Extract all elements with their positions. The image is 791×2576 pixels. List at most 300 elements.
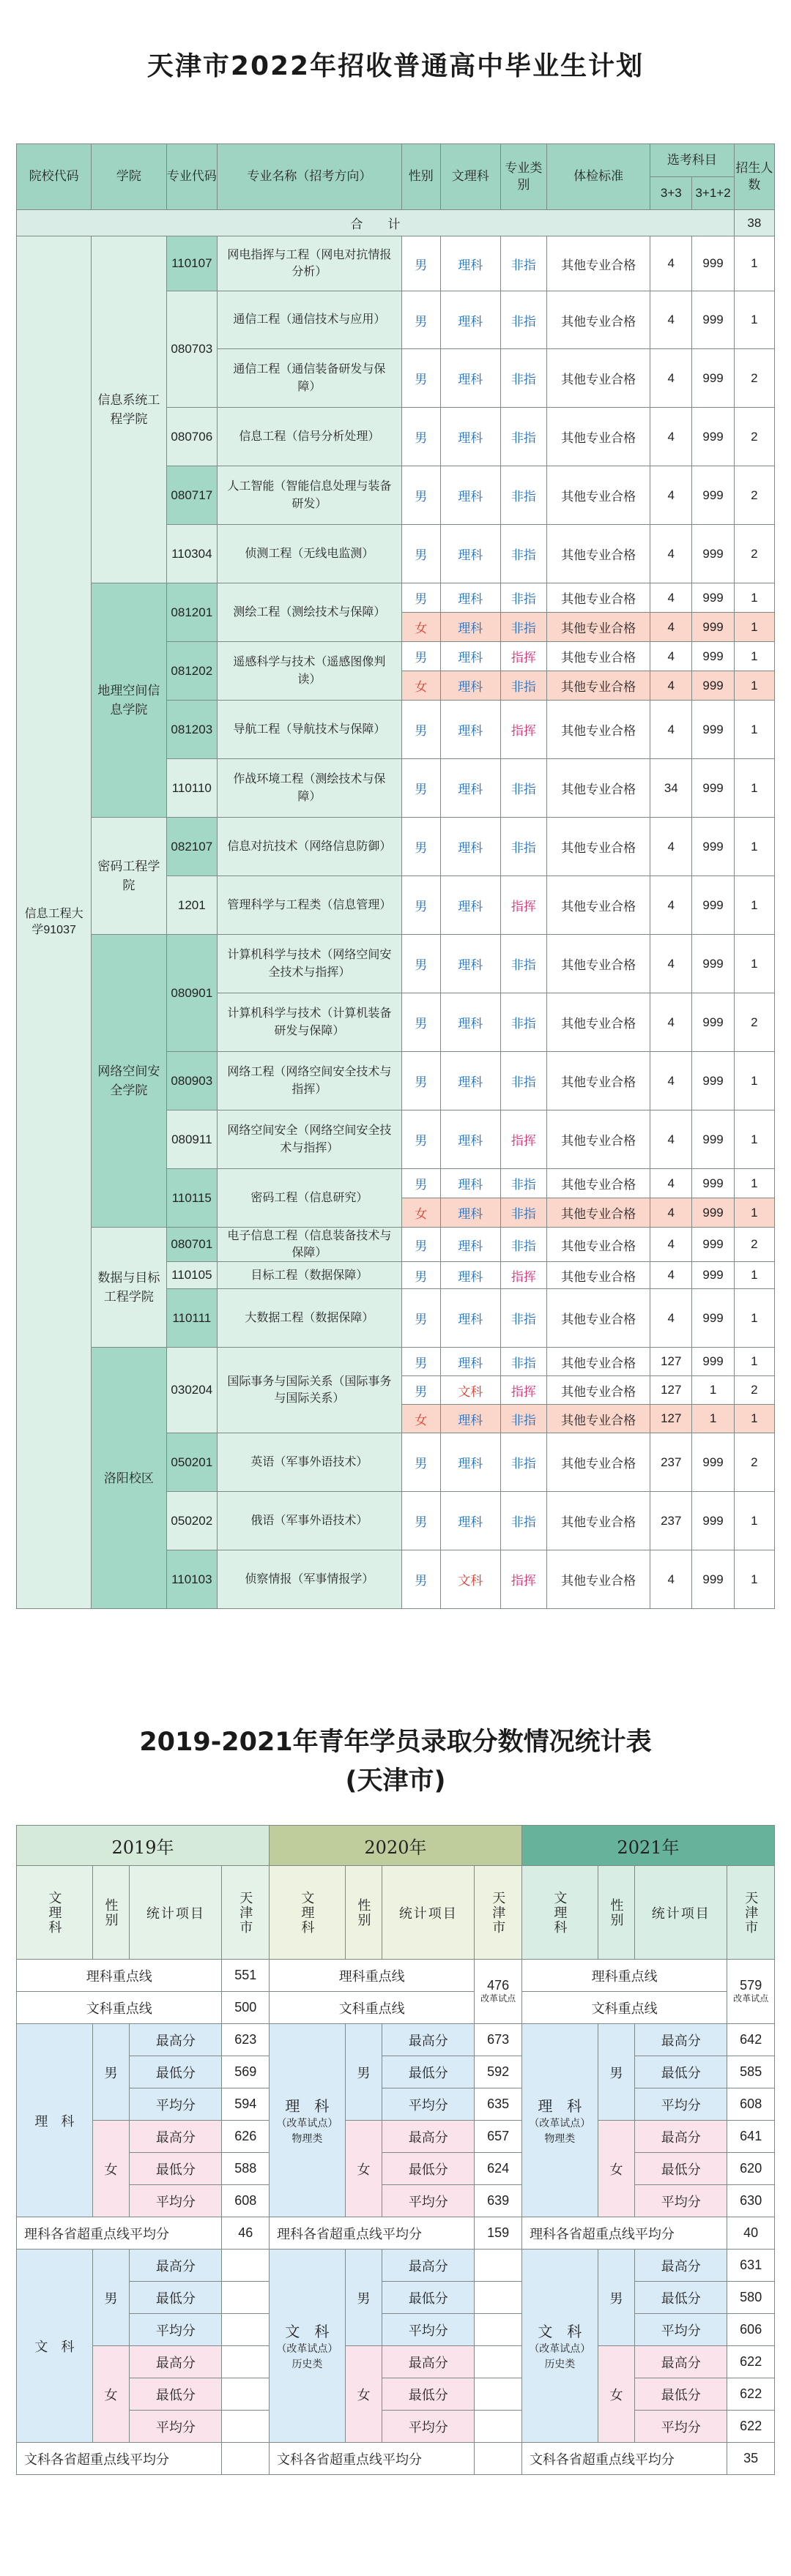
track-cell: 理科: [440, 1198, 500, 1228]
gender-cell: 男: [401, 993, 440, 1052]
physical-cell: 其他专业合格: [547, 1262, 650, 1289]
score-value: 641: [727, 2121, 775, 2153]
category-cell: 非指: [500, 1433, 546, 1492]
over-key-avg-label: 理科各省超重点线平均分: [521, 2217, 727, 2250]
subject-3-3-cell: 4: [650, 525, 692, 583]
major-name-cell: 国际事务与国际关系（国际事务与国际关系）: [218, 1348, 402, 1433]
physical-cell: 其他专业合格: [547, 1492, 650, 1550]
item-cell: 平均分: [635, 2185, 727, 2217]
quota-cell: 1: [734, 876, 774, 935]
major-code-cell: 030204: [166, 1348, 218, 1433]
item-cell: 最高分: [635, 2121, 727, 2153]
college-cell: 密码工程学院: [92, 818, 166, 935]
score-row: [17, 2024, 775, 2056]
track-cell: 理科: [440, 1405, 500, 1433]
score-table-title: 2019-2021年青年学员录取分数情况统计表: [139, 1728, 652, 1757]
header-gender: 性别: [401, 144, 440, 210]
gender-cell: 女: [92, 2121, 129, 2217]
subject-3-3-cell: 4: [650, 1110, 692, 1169]
score-value: 673: [475, 2024, 522, 2056]
category-cell: 非指: [500, 236, 546, 291]
gender-cell: 男: [401, 1169, 440, 1198]
gender-cell: 女: [598, 2346, 634, 2443]
header-quota: 招生人数: [734, 144, 774, 210]
score-value: 630: [727, 2185, 775, 2217]
major-name-cell: 网电指挥与工程（网电对抗情报分析）: [218, 236, 402, 291]
physical-cell: 其他专业合格: [547, 583, 650, 613]
item-cell: 平均分: [130, 2185, 222, 2217]
track-cell-2020: [269, 2024, 345, 2217]
score-value: 624: [475, 2153, 522, 2185]
category-cell: 指挥: [500, 1262, 546, 1289]
subject-3-3-cell: 4: [650, 1289, 692, 1348]
subject-3-3-cell: 4: [650, 642, 692, 671]
page-title: 天津市2022年招收普通高中毕业生计划: [146, 51, 645, 81]
score-value: 642: [727, 2024, 775, 2056]
item-cell: 最低分: [382, 2153, 475, 2185]
item-cell: 最高分: [382, 2250, 475, 2282]
header-sub-3-3: 3+3: [650, 177, 692, 210]
gender-cell: 女: [401, 1405, 440, 1433]
physical-cell: 其他专业合格: [547, 759, 650, 818]
score-value: [222, 2411, 270, 2443]
score-row: [17, 2153, 775, 2185]
subject-3-1-2-cell: 999: [692, 1492, 734, 1550]
track-cell: 理科: [440, 1228, 500, 1262]
major-code-cell: 050201: [166, 1433, 218, 1492]
track-cell: 理科: [440, 466, 500, 525]
major-code-cell: 050202: [166, 1492, 218, 1550]
track-cell-2019: 理 科: [17, 2024, 93, 2217]
arts-key-label-2021: 文科重点线: [521, 1992, 727, 2024]
quota-cell: 1: [734, 291, 774, 349]
major-name-cell: 人工智能（智能信息处理与装备研发）: [218, 466, 402, 525]
category-cell: 指挥: [500, 1550, 546, 1609]
item-cell: 最高分: [130, 2250, 222, 2282]
subject-3-1-2-cell: 999: [692, 236, 734, 291]
gender-cell: 男: [401, 236, 440, 291]
score-header-track: 文理科: [521, 1866, 598, 1960]
subject-3-3-cell: 4: [650, 236, 692, 291]
total-label: 合 计: [17, 210, 735, 236]
subject-3-3-cell: 4: [650, 291, 692, 349]
subject-3-1-2-cell: 999: [692, 642, 734, 671]
major-name-cell: 大数据工程（数据保障）: [218, 1289, 402, 1348]
item-cell: 最高分: [130, 2346, 222, 2378]
gender-cell: 男: [401, 701, 440, 759]
sci-key-label-2020: 理科重点线: [269, 1960, 474, 1992]
major-name-cell: 通信工程（通信装备研发与保障）: [218, 349, 402, 408]
over-key-avg-label: 文科各省超重点线平均分: [521, 2443, 727, 2475]
major-code-cell: 080901: [166, 935, 218, 1052]
item-cell: 平均分: [635, 2088, 727, 2121]
major-code-cell: 080703: [166, 291, 218, 408]
subject-3-3-cell: 237: [650, 1433, 692, 1492]
physical-cell: 其他专业合格: [547, 671, 650, 701]
subject-3-1-2-cell: 999: [692, 759, 734, 818]
major-code-cell: 081202: [166, 642, 218, 701]
over-key-avg-value: [475, 2443, 522, 2475]
physical-cell: 其他专业合格: [547, 1198, 650, 1228]
physical-cell: 其他专业合格: [547, 1433, 650, 1492]
year-2020-header: 2020年: [269, 1826, 521, 1866]
score-value: [475, 2250, 522, 2282]
item-cell: 最高分: [382, 2121, 475, 2153]
track-cell: 理科: [440, 613, 500, 642]
over-key-avg-value: 40: [727, 2217, 775, 2250]
gender-cell: 男: [401, 1376, 440, 1405]
physical-cell: 其他专业合格: [547, 876, 650, 935]
plan-row: [17, 1348, 775, 1376]
quota-cell: 1: [734, 671, 774, 701]
physical-cell: 其他专业合格: [547, 701, 650, 759]
subject-3-1-2-cell: 999: [692, 1262, 734, 1289]
over-key-avg-value: 35: [727, 2443, 775, 2475]
score-value: 623: [222, 2024, 270, 2056]
subject-3-3-cell: 4: [650, 1052, 692, 1110]
item-cell: 最低分: [635, 2282, 727, 2314]
score-value: 608: [222, 2185, 270, 2217]
track-cell-2020: [269, 2250, 345, 2443]
major-name-cell: 英语（军事外语技术）: [218, 1433, 402, 1492]
subject-3-1-2-cell: 999: [692, 1550, 734, 1609]
over-key-avg-label: 文科各省超重点线平均分: [269, 2443, 474, 2475]
subject-3-3-cell: 127: [650, 1405, 692, 1433]
subject-3-3-cell: 127: [650, 1376, 692, 1405]
major-code-cell: 080911: [166, 1110, 218, 1169]
subject-3-3-cell: 34: [650, 759, 692, 818]
item-cell: 平均分: [130, 2314, 222, 2346]
header-category: 专业类别: [500, 144, 546, 210]
subject-3-1-2-cell: 999: [692, 1433, 734, 1492]
score-row: [17, 2056, 775, 2088]
track-cell-2021: [521, 2250, 598, 2443]
major-name-cell: 侦察情报（军事情报学）: [218, 1550, 402, 1609]
physical-cell: 其他专业合格: [547, 291, 650, 349]
track-cell: 理科: [440, 701, 500, 759]
track-cell: 理科: [440, 1289, 500, 1348]
track-cell: 理科: [440, 759, 500, 818]
score-row: [17, 2346, 775, 2378]
major-name-cell: 通信工程（通信技术与应用）: [218, 291, 402, 349]
over-key-avg-label: 理科各省超重点线平均分: [17, 2217, 222, 2250]
score-row: [17, 2378, 775, 2411]
plan-row: [17, 583, 775, 613]
physical-cell: 其他专业合格: [547, 993, 650, 1052]
score-header-track: 文理科: [269, 1866, 345, 1960]
category-cell: 非指: [500, 525, 546, 583]
item-cell: 平均分: [635, 2411, 727, 2443]
category-cell: 指挥: [500, 876, 546, 935]
score-header-gender: 性别: [345, 1866, 382, 1960]
category-cell: 非指: [500, 993, 546, 1052]
track-cell: 理科: [440, 1492, 500, 1550]
sci-key-label-2019: 理科重点线: [17, 1960, 222, 1992]
score-value: [222, 2250, 270, 2282]
quota-cell: 1: [734, 1198, 774, 1228]
gender-cell: 男: [401, 1262, 440, 1289]
gender-cell: 男: [345, 2024, 382, 2121]
physical-cell: 其他专业合格: [547, 1550, 650, 1609]
subject-3-3-cell: 4: [650, 1262, 692, 1289]
major-name-cell: 网络空间安全（网络空间安全技术与指挥）: [218, 1110, 402, 1169]
score-value: 622: [727, 2411, 775, 2443]
physical-cell: 其他专业合格: [547, 1376, 650, 1405]
subject-3-3-cell: 4: [650, 583, 692, 613]
item-cell: 最高分: [635, 2250, 727, 2282]
score-value: 635: [475, 2088, 522, 2121]
major-code-cell: 110304: [166, 525, 218, 583]
major-name-cell: 电子信息工程（信息装备技术与保障）: [218, 1228, 402, 1262]
sci-key-label-2021: 理科重点线: [521, 1960, 727, 1992]
score-header-city: 天津市: [222, 1866, 270, 1960]
subject-3-3-cell: 4: [650, 671, 692, 701]
quota-cell: 2: [734, 349, 774, 408]
track-cell: 理科: [440, 525, 500, 583]
enrollment-plan-table: [16, 143, 775, 1609]
header-subjects: 选考科目: [650, 144, 735, 177]
major-name-cell: 俄语（军事外语技术）: [218, 1492, 402, 1550]
quota-cell: 1: [734, 818, 774, 876]
item-cell: 最低分: [382, 2056, 475, 2088]
track-cell: 理科: [440, 291, 500, 349]
physical-cell: 其他专业合格: [547, 408, 650, 466]
major-name-cell: 信息工程（信号分析处理）: [218, 408, 402, 466]
major-code-cell: 110111: [166, 1289, 218, 1348]
item-cell: 最低分: [130, 2056, 222, 2088]
subject-3-1-2-cell: 1: [692, 1405, 734, 1433]
track-reform-label: 文 科: [538, 2324, 582, 2340]
header-physical: 体检标准: [547, 144, 650, 210]
category-cell: 非指: [500, 1228, 546, 1262]
gender-cell: 女: [401, 1198, 440, 1228]
major-code-cell: 080701: [166, 1228, 218, 1262]
score-row: [17, 2314, 775, 2346]
major-code-cell: 080717: [166, 466, 218, 525]
item-cell: 最低分: [635, 2378, 727, 2411]
track-cell: 理科: [440, 818, 500, 876]
score-header-gender: 性别: [92, 1866, 129, 1960]
score-value: 585: [727, 2056, 775, 2088]
subject-3-1-2-cell: 999: [692, 701, 734, 759]
score-value: 569: [222, 2056, 270, 2088]
major-code-cell: 080706: [166, 408, 218, 466]
score-value: 620: [727, 2153, 775, 2185]
quota-cell: 1: [734, 1289, 774, 1348]
score-value: 592: [475, 2056, 522, 2088]
quota-cell: 2: [734, 466, 774, 525]
subject-3-3-cell: 4: [650, 1550, 692, 1609]
score-header-gender: 性别: [598, 1866, 634, 1960]
college-cell: 数据与目标工程学院: [92, 1228, 166, 1348]
physical-cell: 其他专业合格: [547, 525, 650, 583]
major-name-cell: 计算机科学与技术（网络空间安全技术与指挥）: [218, 935, 402, 993]
quota-cell: 2: [734, 993, 774, 1052]
track-cell: 理科: [440, 671, 500, 701]
subject-3-1-2-cell: 999: [692, 1348, 734, 1376]
key-value-2021: [727, 1960, 775, 2024]
quota-cell: 1: [734, 1348, 774, 1376]
over-key-avg-value: [222, 2443, 270, 2475]
score-row: [17, 1992, 775, 2024]
gender-cell: 男: [92, 2024, 129, 2121]
subject-3-1-2-cell: 999: [692, 993, 734, 1052]
arts-key-label-2020: 文科重点线: [269, 1992, 474, 2024]
major-code-cell: 082107: [166, 818, 218, 876]
category-cell: 非指: [500, 1198, 546, 1228]
gender-cell: 男: [401, 466, 440, 525]
gender-cell: 女: [92, 2346, 129, 2443]
major-name-cell: 导航工程（导航技术与保障）: [218, 701, 402, 759]
score-value: 606: [727, 2314, 775, 2346]
total-value: 38: [734, 210, 774, 236]
score-value: [475, 2378, 522, 2411]
quota-cell: 1: [734, 1550, 774, 1609]
subject-3-3-cell: 4: [650, 466, 692, 525]
quota-cell: 2: [734, 525, 774, 583]
score-value: [222, 2346, 270, 2378]
major-name-cell: 密码工程（信息研究）: [218, 1169, 402, 1228]
header-sub-3-1-2: 3+1+2: [692, 177, 734, 210]
score-value: 657: [475, 2121, 522, 2153]
score-value: 594: [222, 2088, 270, 2121]
arts-key-value-2019: 500: [222, 1992, 270, 2024]
physical-cell: 其他专业合格: [547, 466, 650, 525]
subject-3-1-2-cell: 999: [692, 525, 734, 583]
quota-cell: 1: [734, 1169, 774, 1198]
subject-3-3-cell: 237: [650, 1492, 692, 1550]
track-cell: 理科: [440, 935, 500, 993]
gender-cell: 男: [401, 935, 440, 993]
subject-3-1-2-cell: 999: [692, 408, 734, 466]
gender-cell: 男: [401, 1289, 440, 1348]
score-value: 622: [727, 2378, 775, 2411]
track-cell: 理科: [440, 1110, 500, 1169]
gender-cell: 男: [401, 349, 440, 408]
track-cell: 理科: [440, 1262, 500, 1289]
quota-cell: 1: [734, 1492, 774, 1550]
track-cell: 文科: [440, 1550, 500, 1609]
gender-cell: 男: [401, 1433, 440, 1492]
item-cell: 最高分: [635, 2346, 727, 2378]
subject-3-1-2-cell: 999: [692, 818, 734, 876]
college-cell: 信息系统工程学院: [92, 236, 166, 583]
item-cell: 最高分: [382, 2346, 475, 2378]
physical-cell: 其他专业合格: [547, 935, 650, 993]
gender-cell: 男: [401, 525, 440, 583]
subject-3-3-cell: 4: [650, 613, 692, 642]
gender-cell: 男: [401, 642, 440, 671]
track-cell: 理科: [440, 642, 500, 671]
gender-cell: 男: [401, 291, 440, 349]
track-cell: 理科: [440, 876, 500, 935]
category-cell: 指挥: [500, 1376, 546, 1405]
score-row: [17, 2250, 775, 2282]
reform-note-2020: 改革试点: [480, 1993, 516, 2004]
subject-3-1-2-cell: 999: [692, 349, 734, 408]
category-cell: 非指: [500, 1289, 546, 1348]
quota-cell: 1: [734, 1052, 774, 1110]
category-cell: 非指: [500, 408, 546, 466]
category-cell: 非指: [500, 291, 546, 349]
subject-3-1-2-cell: 1: [692, 1376, 734, 1405]
quota-cell: 1: [734, 701, 774, 759]
item-cell: 最低分: [130, 2153, 222, 2185]
score-value: [475, 2411, 522, 2443]
major-name-cell: 作战环境工程（测绘技术与保障）: [218, 759, 402, 818]
quota-cell: 1: [734, 1405, 774, 1433]
physical-cell: 其他专业合格: [547, 1228, 650, 1262]
score-header-track: 文理科: [17, 1866, 93, 1960]
subject-3-3-cell: 4: [650, 1169, 692, 1198]
gender-cell: 女: [598, 2121, 634, 2217]
subject-3-3-cell: 4: [650, 993, 692, 1052]
score-value: [475, 2282, 522, 2314]
category-cell: 非指: [500, 1405, 546, 1433]
major-code-cell: 081203: [166, 701, 218, 759]
gender-cell: 男: [598, 2250, 634, 2346]
major-name-cell: 网络工程（网络空间安全技术与指挥）: [218, 1052, 402, 1110]
track-reform-sub: （改革试点）历史类: [276, 2342, 338, 2370]
category-cell: 非指: [500, 466, 546, 525]
category-cell: 非指: [500, 759, 546, 818]
score-value: 631: [727, 2250, 775, 2282]
header-school-code: 院校代码: [17, 144, 92, 210]
score-row: [17, 2411, 775, 2443]
physical-cell: 其他专业合格: [547, 1405, 650, 1433]
item-cell: 最低分: [635, 2056, 727, 2088]
category-cell: 非指: [500, 1348, 546, 1376]
score-table-subtitle: (天津市): [345, 1766, 446, 1796]
major-code-cell: 110107: [166, 236, 218, 291]
plan-row: [17, 818, 775, 876]
over-key-avg-value: 159: [475, 2217, 522, 2250]
category-cell: 非指: [500, 671, 546, 701]
quota-cell: 1: [734, 935, 774, 993]
year-2021-header: 2021年: [521, 1826, 774, 1866]
subject-3-3-cell: 4: [650, 701, 692, 759]
subject-3-1-2-cell: 999: [692, 1169, 734, 1198]
track-reform-label: 理 科: [285, 2099, 330, 2115]
major-code-cell: 110110: [166, 759, 218, 818]
gender-cell: 女: [401, 671, 440, 701]
score-header-city: 天津市: [475, 1866, 522, 1960]
reform-note-2021: 改革试点: [733, 1993, 769, 2004]
item-cell: 最高分: [635, 2024, 727, 2056]
score-statistics-table: [16, 1825, 775, 2475]
gender-cell: 男: [401, 583, 440, 613]
quota-cell: 2: [734, 1376, 774, 1405]
item-cell: 平均分: [130, 2411, 222, 2443]
key-value-2020-num: 476: [487, 1978, 510, 1993]
track-cell: 理科: [440, 349, 500, 408]
quota-cell: 2: [734, 1228, 774, 1262]
header-major-name: 专业名称（招考方向）: [218, 144, 402, 210]
physical-cell: 其他专业合格: [547, 349, 650, 408]
gender-cell: 男: [401, 1492, 440, 1550]
gender-cell: 男: [345, 2250, 382, 2346]
quota-cell: 1: [734, 583, 774, 613]
subject-3-1-2-cell: 999: [692, 613, 734, 642]
quota-cell: 1: [734, 236, 774, 291]
score-value: 639: [475, 2185, 522, 2217]
track-reform-label: 文 科: [285, 2324, 330, 2340]
gender-cell: 男: [401, 1550, 440, 1609]
item-cell: 平均分: [382, 2185, 475, 2217]
plan-row: [17, 935, 775, 993]
category-cell: 指挥: [500, 642, 546, 671]
score-value: [222, 2378, 270, 2411]
